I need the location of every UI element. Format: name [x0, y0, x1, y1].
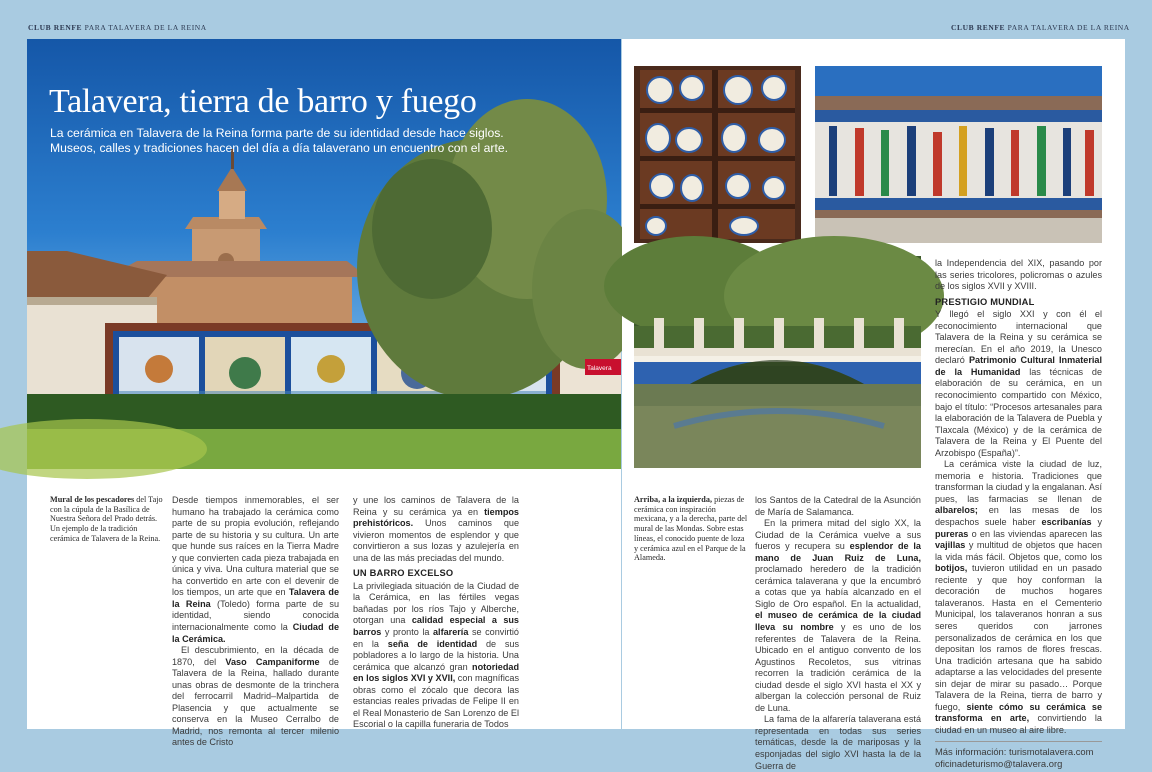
more-info — [935, 746, 1102, 758]
article-deck: La cerámica en Talavera de la Reina forma parte de su identidad desde hace siglos. Museos, calles y tradiciones hacen del día a día talaverano un encuentro con el arte. — [50, 126, 508, 155]
text-run: la Independencia del XIX, pasando por las series tricolores, policromas o azules de los siglos XVII y XVIII. — [935, 258, 1102, 292]
street-sign-text: Talavera — [587, 365, 612, 372]
text-run: convirtiendo la ciudad en un museo al aire libre. — [935, 713, 1102, 735]
mondas-mural-illustration — [815, 66, 1102, 243]
more-info-label: Más información: — [935, 746, 1007, 758]
paragraph — [353, 495, 519, 564]
text-run: En la primera mitad del siglo XX, la Ciudad de la Cerámica vuelve a sus fueros y recupera su — [755, 518, 921, 552]
text-run: de sus pobladores a lo largo de la historia. Una cerámica que alcanzó gran — [353, 638, 520, 672]
info-divider — [935, 741, 1102, 742]
text-run: en las mesas de los despachos suele haber — [935, 505, 1102, 528]
article-column-2 — [353, 495, 519, 731]
bold-text: notoriedad en los siglos XVI y XVII, — [353, 661, 519, 684]
ceramic-cabinet-photo — [634, 66, 801, 243]
paragraph — [172, 645, 339, 749]
text-run: Desde tiempos inmemorables, el ser humano ha trabajado la cerámica como parte de su propia evolución, reflejando parte de su historia y su cultura. Un arte que hunde sus raíces en la Tierra Madre y que convierten cada pieza trabajada en única y viva. Una cultura material que se ha convertido en arte con el devenir de los tiempos, un arte que en — [172, 495, 339, 598]
bold-text: Vaso Campaniforme — [225, 656, 320, 667]
bold-text: esplendor de la mano de Juan Ruiz de Luna, — [755, 541, 921, 563]
text-run: y une los caminos de Talavera de la Reina y su cerámica ya en — [353, 495, 519, 517]
text-run: y — [1091, 517, 1102, 528]
ceramic-cabinet-illustration — [634, 66, 801, 243]
text-run: y es uno de los referentes de Talavera de la Reina. Ubicado en el antiguo convento de los Agustinos Recoletos, sus vitrinas recorren la tradición cerámica de la ciudad desde el siglo XVI hasta el XX y albergan la colección personal de Ruiz de Luna. — [755, 622, 921, 713]
running-head-section: PARA TALAVERA DE LA REINA — [1007, 23, 1130, 32]
email-line — [935, 758, 1102, 770]
running-head-brand: CLUB RENFE — [951, 23, 1006, 32]
bold-text: botijos, — [935, 563, 968, 574]
bold-text: Patrimonio Cultural Inmaterial de la Humanidad — [935, 355, 1102, 377]
text-run: los Santos de la Catedral de la Asunción de María de Salamanca. — [755, 495, 921, 517]
text-run: (Toledo) forma parte de su identidad, siendo conocida internacionalmente como la — [172, 598, 339, 633]
caption-bold: Mural de los pescadores — [50, 495, 135, 504]
text-run: se convirtió en la — [353, 627, 519, 649]
article-column-1 — [172, 495, 339, 749]
text-run: La cerámica viste la ciudad de luz, memoria e historia. Tradiciones que transforman la ciudad y la engalanan. Así pues, las farmacias se llenan de — [935, 459, 1102, 504]
paragraph — [935, 309, 1102, 459]
running-head-right — [951, 23, 1130, 32]
bold-text: vajillas — [935, 540, 966, 551]
text-run: con magníficas obras como el zócalo que decora las estancias reales privadas de Felipe II en el Real Monasterio de San Lorenzo de El Escorial o la capilla funeraria de Todos — [353, 673, 519, 730]
paragraph — [755, 714, 921, 772]
paragraph — [755, 495, 921, 518]
running-head-section: PARA TALAVERA DE LA REINA — [84, 23, 207, 32]
paragraph — [935, 459, 1102, 736]
ceramic-bridge-photo — [634, 256, 921, 468]
bold-text: el museo de cerámica de la ciudad lleva su nombre — [755, 610, 921, 633]
caption-bold: Arriba, a la izquierda, — [634, 495, 713, 504]
bold-text: Talavera de la Reina — [172, 587, 340, 609]
bold-text: alfarería — [433, 627, 469, 638]
ceramic-bridge-illustration — [634, 256, 921, 468]
email-link[interactable]: oficinadeturismo@talavera.org — [935, 757, 1063, 769]
article-column-3 — [755, 495, 921, 772]
running-head-left — [28, 23, 207, 32]
hero-photo — [27, 39, 621, 469]
text-run: y pronto la — [381, 627, 433, 638]
bold-text: siente cómo su cerámica se transforma en arte, — [935, 701, 1103, 724]
text-run: La privilegiada situación de la Ciudad de la Cerámica, en las fértiles vegas bañadas por los ríos Tajo y Alberche, otorgan una — [353, 580, 519, 626]
bold-text: albarelos; — [935, 505, 978, 516]
text-run: tuvieron utilidad en un pasado reciente y que hoy conforman la decoración de muchos hogares talaveranos. Hasta en el Cementerio Municipal, los talaveranos honran a sus seres queridos con jarrones personalizados de cerámica en los que depositan los ramos de flores frescas. Una tradición artesana que ha sabido adaptarse a las velocidades del presente sin dejar de mirar su pasado… Porque Talavera de la Reina, tierra de barro y fuego, — [935, 563, 1102, 712]
paragraph — [755, 518, 921, 714]
text-run: proclamado heredero de la tradición cerámica talaverana y que la encumbró a cotas que ya había alcanzado en el Siglo de Oro español. En la actualidad, — [755, 564, 921, 609]
text-run: Unos caminos que vivieron momentos de esplendor y que convirtieron a sus lozas y azulejería en una de las más preciadas del mundo. — [353, 518, 519, 563]
section-heading: PRESTIGIO MUNDIAL — [935, 296, 1035, 307]
mondas-mural-photo — [815, 66, 1102, 243]
bold-text: tiempos prehistóricos. — [353, 506, 519, 529]
section-heading: UN BARRO EXCELSO — [353, 568, 454, 579]
website-link[interactable]: turismotalavera.com — [1009, 746, 1094, 758]
caption-text: del Tajo con la cúpula de la Basílica de Nuestra Señora del Prado detrás. Un ejemplo de la tradición cerámica de Talavera de la Reina. — [50, 495, 163, 543]
text-run: las técnicas de elaboración de su cerámica, en un reconocimiento compartido con México, bajo el título: “Procesos artesanales para la elaboración de la Talavera de Puebla y Tlaxcala (México) y de la cerámica de Talavera de la Reina y El Puente del Arzobispo (España)”. — [935, 366, 1102, 458]
paragraph — [353, 581, 519, 731]
text-run: El descubrimiento, en la década de 1870, del — [172, 645, 339, 667]
caption-text: piezas de cerámica con inspiración mexicana, y a la derecha, parte del mural de las Mondas. Sobre estas líneas, el conocido puente de loza y cerámica azul en el Parque de la Alameda. — [634, 495, 748, 563]
bold-text: pureras — [935, 528, 969, 539]
running-head-brand: CLUB RENFE — [28, 23, 83, 32]
article-column-4 — [935, 258, 1102, 770]
bold-text: calidad especial a sus barros — [353, 615, 519, 638]
paragraph — [935, 258, 1102, 293]
photo-caption-right — [634, 495, 750, 563]
text-run: Y llegó el siglo XXI y con él el reconocimiento internacional que Talavera de la Reina y su cerámica se merecían. En el año 2019, la Unesco declaró — [935, 309, 1102, 366]
bold-text: seña de identidad — [387, 638, 478, 649]
photo-caption-left — [50, 495, 168, 544]
text-run: y multitud de objetos que hacen la vida más fácil. Objetos que, como los — [935, 540, 1102, 562]
right-page — [622, 39, 1125, 771]
bold-text: Ciudad de la Cerámica. — [172, 622, 339, 644]
text-run: o en las viviendas aparecen las — [968, 528, 1102, 539]
paragraph — [172, 495, 339, 645]
article-title: Talavera, tierra de barro y fuego — [49, 83, 477, 120]
text-run: de Talavera de la Reina, hallado durante unas obras de desmonte de la trinchera del ferrocarril Madrid–Malpartida de Plasencia y que actualmente se conserva en la Museo Cerralbo de Madrid, nos remonta al tercer milenio antes de Cristo — [172, 656, 339, 748]
left-page — [27, 39, 621, 748]
bold-text: escribanías — [1041, 517, 1092, 528]
text-run: La fama de la alfarería talaverana está representada en todas sus series temáticas, desde la de mariposas y la esponjadas del siglo XVI hasta la de la Guerra de — [755, 714, 921, 771]
